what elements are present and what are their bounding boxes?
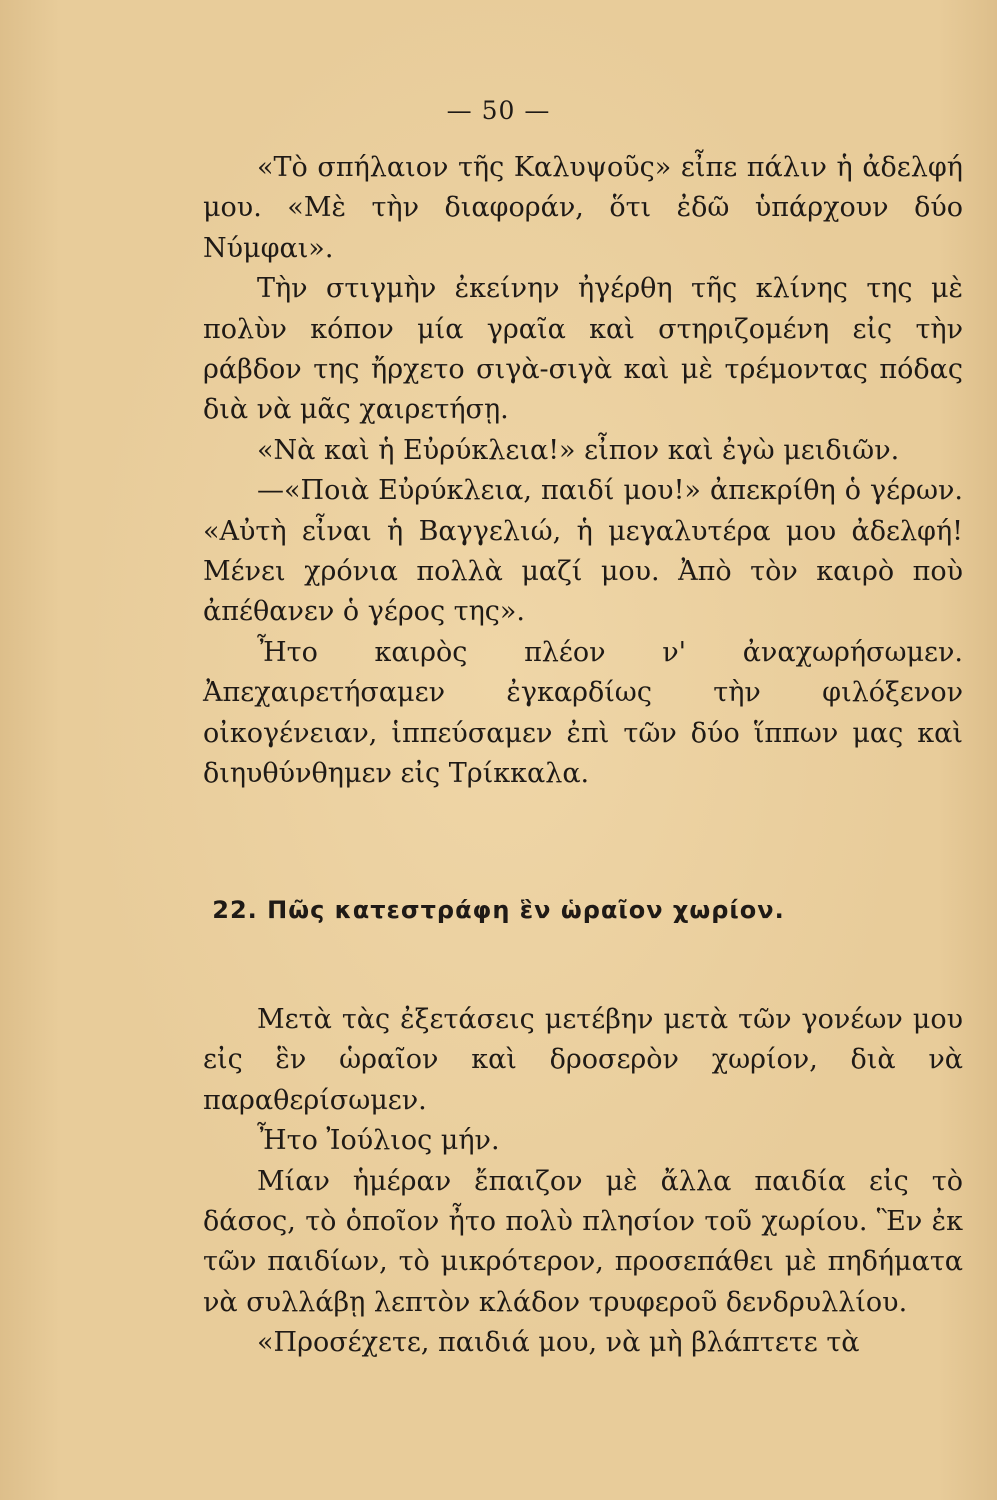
paragraph: «Προσέχετε, παιδιά μου, νὰ μὴ βλάπτετε τὰ [257,1327,860,1359]
paragraph: Ἦτο καιρὸς πλέον ν' ἀναχωρήσωμεν. Ἀπεχαιρετήσαμεν ἐγκαρδίως τὴν φιλόξενον οἰκογένειαν, ἱππεύσαμεν ἐπὶ τῶν δύο ἵππων μας καὶ διηυθύνθημεν εἰς Τρίκκαλα. [203,636,963,790]
paragraph: Μετὰ τὰς ἐξετάσεις μετέβην μετὰ τῶν γονέων μου εἰς ἓν ὡραῖον καὶ δροσερὸν χωρίον, διὰ νὰ παραθερίσωμεν. [203,1004,963,1116]
paragraph: Τὴν στιγμὴν ἐκείνην ἠγέρθη τῆς κλίνης της μὲ πολὺν κόπον μία γραῖα καὶ στηριζομένη εἰς τὴν ράβδον της ἤρχετο σιγὰ-σιγὰ καὶ μὲ τρέμοντας πόδας διὰ νὰ μᾶς χαιρετήσῃ. [203,273,963,426]
paragraph: Ἦτο Ἰούλιος μήν. [257,1125,500,1157]
paragraph: «Νὰ καὶ ἡ Εὐρύκλεια!» εἶπον καὶ ἐγὼ μειδιῶν. [257,434,900,466]
paragraph: —«Ποιὰ Εὐρύκλεια, παιδί μου!» ἀπεκρίθη ὁ γέρων. «Αὐτὴ εἶναι ἡ Βαγγελιώ, ἡ μεγαλυτέρα μου ἀδελφή! Μένει χρόνια πολλὰ μαζί μου. Ἀπὸ τὸν καιρὸ ποὺ ἀπέθανεν ὁ γέρος της». [203,475,963,628]
section-2-text [203,1000,963,1364]
section-1-text [203,148,963,795]
paragraph: Μίαν ἡμέραν ἔπαιζον μὲ ἄλλα παιδία εἰς τὸ δάσος, τὸ ὁποῖον ἦτο πολὺ πλησίον τοῦ χωρίου. Ἓν ἐκ τῶν παιδίων, τὸ μικρότερον, προσεπάθει μὲ πηδήματα νὰ συλλάβῃ λεπτὸν κλάδον τρυφεροῦ δενδρυλλίου. [203,1165,963,1318]
page-number: — 50 — [446,96,551,125]
paragraph: «Τὸ σπήλαιον τῆς Καλυψοῦς» εἶπε πάλιν ἡ ἀδελφή μου. «Μὲ τὴν διαφοράν, ὅτι ἐδῶ ὑπάρχουν δύο Νύμφαι». [203,152,963,264]
section-heading: 22. Πῶς κατεστράφη ἓν ὡραῖον χωρίον. [212,896,785,924]
